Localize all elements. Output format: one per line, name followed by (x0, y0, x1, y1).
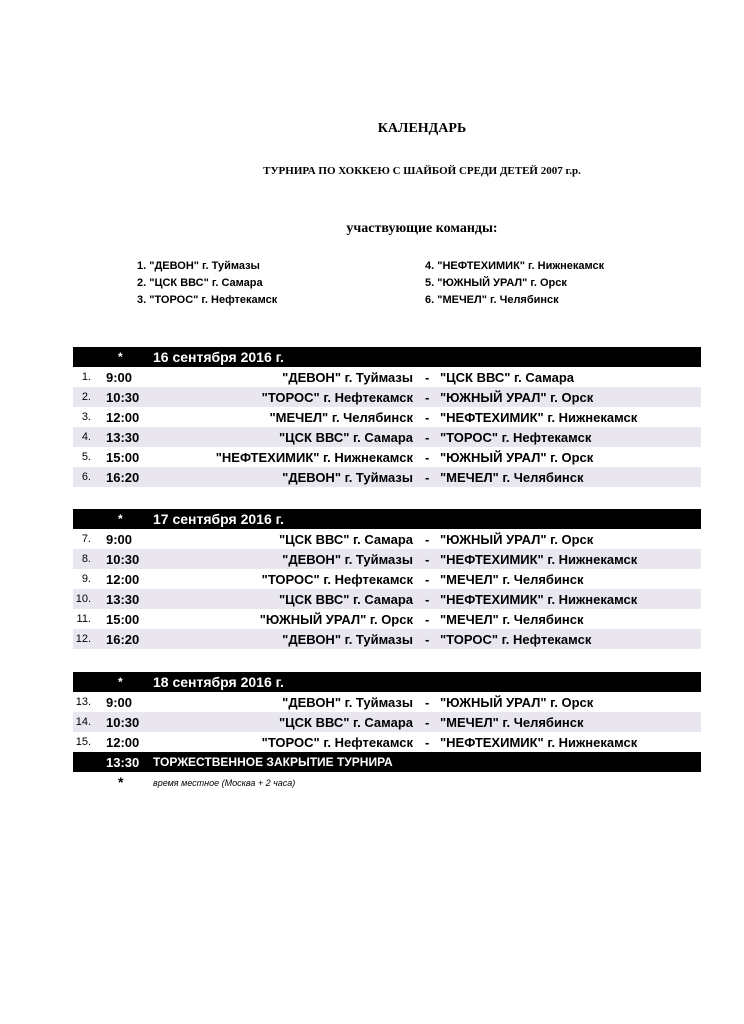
game-row (73, 447, 701, 467)
home-team: "ДЕВОН" г. Туймазы (282, 551, 413, 567)
home-team: "ДЕВОН" г. Туймазы (282, 694, 413, 710)
versus-dash: - (425, 611, 430, 627)
closing-label: ТОРЖЕСТВЕННОЕ ЗАКРЫТИЕ ТУРНИРА (153, 755, 393, 769)
team-item: 5. "ЮЖНЫЙ УРАЛ" г. Орск (425, 277, 567, 289)
versus-dash: - (425, 551, 430, 567)
game-time: 15:00 (106, 449, 140, 465)
game-time: 10:30 (106, 714, 140, 730)
game-time: 13:30 (106, 429, 140, 445)
game-number: 1. (81, 371, 91, 383)
versus-dash: - (425, 591, 430, 607)
day-header (73, 509, 701, 529)
versus-dash: - (425, 571, 430, 587)
game-number: 11. (76, 613, 91, 625)
document-subtitle: ТУРНИРА ПО ХОККЕЮ С ШАЙБОЙ СРЕДИ ДЕТЕЙ 2007 г.р. (263, 165, 581, 177)
game-row (73, 467, 701, 487)
game-number: 8. (81, 553, 91, 565)
teams-list-left (137, 258, 277, 309)
versus-dash: - (425, 369, 430, 385)
game-row (73, 712, 701, 732)
game-row (73, 629, 701, 649)
game-number: 4. (81, 431, 91, 443)
day-date: 17 сентября 2016 г. (153, 511, 284, 527)
away-team: "НЕФТЕХИМИК" г. Нижнекамск (440, 734, 638, 750)
closing-time: 13:30 (106, 754, 140, 770)
game-row (73, 387, 701, 407)
versus-dash: - (425, 469, 430, 485)
teams-list-right (425, 258, 604, 309)
home-team: "ЦСК ВВС" г. Самара (279, 714, 413, 730)
day-date: 18 сентября 2016 г. (153, 674, 284, 690)
team-item: 1. "ДЕВОН" г. Туймазы (137, 260, 260, 272)
away-team: "МЕЧЕЛ" г. Челябинск (440, 611, 584, 627)
away-team: "НЕФТЕХИМИК" г. Нижнекамск (440, 409, 638, 425)
game-row (73, 549, 701, 569)
game-time: 13:30 (106, 591, 140, 607)
home-team: "ЦСК ВВС" г. Самара (279, 429, 413, 445)
away-team: "МЕЧЕЛ" г. Челябинск (440, 714, 584, 730)
game-number: 9. (81, 573, 91, 585)
game-row (73, 589, 701, 609)
footnote-asterisk: * (118, 774, 124, 790)
versus-dash: - (425, 714, 430, 730)
home-team: "ДЕВОН" г. Туймазы (282, 631, 413, 647)
game-number: 12. (75, 633, 91, 645)
away-team: "ТОРОС" г. Нефтекамск (440, 631, 592, 647)
home-team: "ТОРОС" г. Нефтекамск (261, 571, 413, 587)
game-time: 9:00 (106, 694, 133, 710)
document-title: КАЛЕНДАРЬ (377, 121, 467, 136)
teams-heading: участвующие команды: (346, 221, 498, 236)
schedule-day-3 (73, 672, 701, 772)
versus-dash: - (425, 631, 430, 647)
away-team: "ЮЖНЫЙ УРАЛ" г. Орск (440, 449, 594, 465)
game-time: 16:20 (106, 631, 140, 647)
game-row (73, 732, 701, 752)
away-team: "МЕЧЕЛ" г. Челябинск (440, 469, 584, 485)
game-number: 7. (81, 533, 91, 545)
home-team: "МЕЧЕЛ" г. Челябинск (269, 409, 413, 425)
home-team: "ЦСК ВВС" г. Самара (279, 531, 413, 547)
game-time: 9:00 (106, 531, 133, 547)
game-row (73, 407, 701, 427)
versus-dash: - (425, 429, 430, 445)
footnote-text: время местное (Москва + 2 часа) (153, 778, 296, 788)
home-team: "ДЕВОН" г. Туймазы (282, 369, 413, 385)
day-header (73, 347, 701, 367)
game-time: 12:00 (106, 734, 140, 750)
game-time: 12:00 (106, 571, 140, 587)
day-date: 16 сентября 2016 г. (153, 349, 284, 365)
game-time: 10:30 (106, 551, 140, 567)
away-team: "НЕФТЕХИМИК" г. Нижнекамск (440, 551, 638, 567)
game-time: 9:00 (106, 369, 133, 385)
away-team: "ТОРОС" г. Нефтекамск (440, 429, 592, 445)
game-row (73, 427, 701, 447)
game-row (73, 367, 701, 387)
asterisk-marker: * (118, 512, 123, 526)
game-number: 6. (81, 471, 91, 483)
schedule-day-2 (73, 509, 701, 649)
game-time: 10:30 (106, 389, 140, 405)
game-time: 12:00 (106, 409, 140, 425)
away-team: "МЕЧЕЛ" г. Челябинск (440, 571, 584, 587)
away-team: "ЮЖНЫЙ УРАЛ" г. Орск (440, 694, 594, 710)
home-team: "ЮЖНЫЙ УРАЛ" г. Орск (259, 611, 413, 627)
versus-dash: - (425, 389, 430, 405)
asterisk-marker: * (118, 675, 123, 689)
game-row (73, 609, 701, 629)
game-number: 3. (81, 411, 91, 423)
game-number: 14. (75, 716, 91, 728)
home-team: "НЕФТЕХИМИК" г. Нижнекамск (215, 449, 413, 465)
versus-dash: - (425, 449, 430, 465)
game-number: 15. (75, 736, 91, 748)
versus-dash: - (425, 531, 430, 547)
game-time: 15:00 (106, 611, 140, 627)
versus-dash: - (425, 409, 430, 425)
home-team: "ЦСК ВВС" г. Самара (279, 591, 413, 607)
asterisk-marker: * (118, 350, 123, 364)
game-row (73, 692, 701, 712)
away-team: "ЦСК ВВС" г. Самара (440, 369, 574, 385)
game-row (73, 529, 701, 549)
game-number: 2. (81, 391, 91, 403)
away-team: "ЮЖНЫЙ УРАЛ" г. Орск (440, 531, 594, 547)
home-team: "ТОРОС" г. Нефтекамск (261, 734, 413, 750)
team-item: 6. "МЕЧЕЛ" г. Челябинск (425, 294, 559, 306)
game-number: 10. (75, 593, 91, 605)
closing-ceremony-row (73, 752, 701, 772)
team-item: 4. "НЕФТЕХИМИК" г. Нижнекамск (425, 260, 605, 272)
away-team: "ЮЖНЫЙ УРАЛ" г. Орск (440, 389, 594, 405)
schedule-day-1 (73, 347, 701, 487)
game-number: 13. (75, 696, 91, 708)
game-number: 5. (81, 451, 91, 463)
day-header (73, 672, 701, 692)
away-team: "НЕФТЕХИМИК" г. Нижнекамск (440, 591, 638, 607)
team-item: 3. "ТОРОС" г. Нефтекамск (137, 294, 278, 306)
home-team: "ДЕВОН" г. Туймазы (282, 469, 413, 485)
team-item: 2. "ЦСК ВВС" г. Самара (137, 277, 263, 289)
versus-dash: - (425, 694, 430, 710)
game-row (73, 569, 701, 589)
home-team: "ТОРОС" г. Нефтекамск (261, 389, 413, 405)
versus-dash: - (425, 734, 430, 750)
game-time: 16:20 (106, 469, 140, 485)
